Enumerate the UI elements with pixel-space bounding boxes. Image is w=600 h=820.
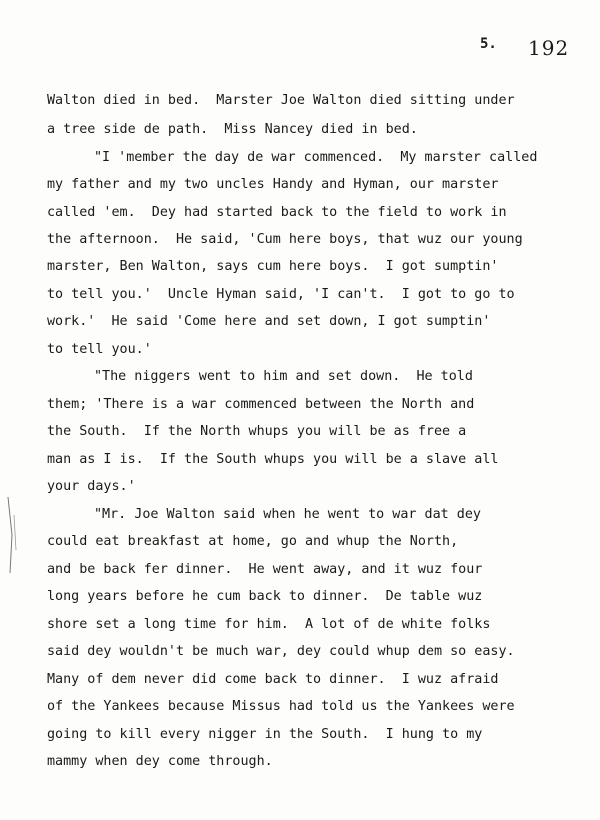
text-line: the South. If the North whups you will be as free a [47, 424, 467, 439]
page-number: 192 [528, 36, 570, 60]
text-line: to tell you.' Uncle Hyman said, 'I can't. I got to go to [47, 287, 515, 302]
text-line: mammy when dey come through. [47, 754, 273, 769]
text-line: to tell you.' [47, 342, 152, 357]
text-line: "The niggers went to him and set down. He told [94, 369, 473, 384]
text-line: said dey wouldn't be much war, dey could whup dem so easy. [47, 644, 515, 659]
text-line: marster, Ben Walton, says cum here boys. I got sumptin' [47, 259, 499, 274]
section-number: 5. [480, 36, 497, 52]
margin-pencil-mark [2, 495, 22, 575]
text-line: Walton died in bed. Marster Joe Walton died sitting under [47, 93, 515, 108]
text-line: man as I is. If the South whups you will be a slave all [47, 452, 499, 467]
text-line: Many of dem never did come back to dinner. I wuz afraid [47, 672, 499, 687]
text-line: work.' He said 'Come here and set down, I got sumptin' [47, 314, 491, 329]
text-line: called 'em. Dey had started back to the field to work in [47, 205, 507, 220]
text-line: your days.' [47, 479, 136, 494]
text-line: going to kill every nigger in the South. I hung to my [47, 727, 483, 742]
text-line: shore set a long time for him. A lot of de white folks [47, 617, 491, 632]
text-line: the afternoon. He said, 'Cum here boys, that wuz our young [47, 232, 523, 247]
text-line: a tree side de path. Miss Nancey died in bed. [47, 122, 418, 137]
text-line: "I 'member the day de war commenced. My marster called [94, 150, 538, 165]
text-line: of the Yankees because Missus had told us the Yankees were [47, 699, 515, 714]
text-line: and be back fer dinner. He went away, and it wuz four [47, 562, 483, 577]
text-line: "Mr. Joe Walton said when he went to war dat dey [94, 507, 481, 522]
text-line: could eat breakfast at home, go and whup the North, [47, 534, 459, 549]
text-line: them; 'There is a war commenced between the North and [47, 397, 475, 412]
text-line: long years before he cum back to dinner. De table wuz [47, 589, 483, 604]
text-line: my father and my two uncles Handy and Hyman, our marster [47, 177, 499, 192]
